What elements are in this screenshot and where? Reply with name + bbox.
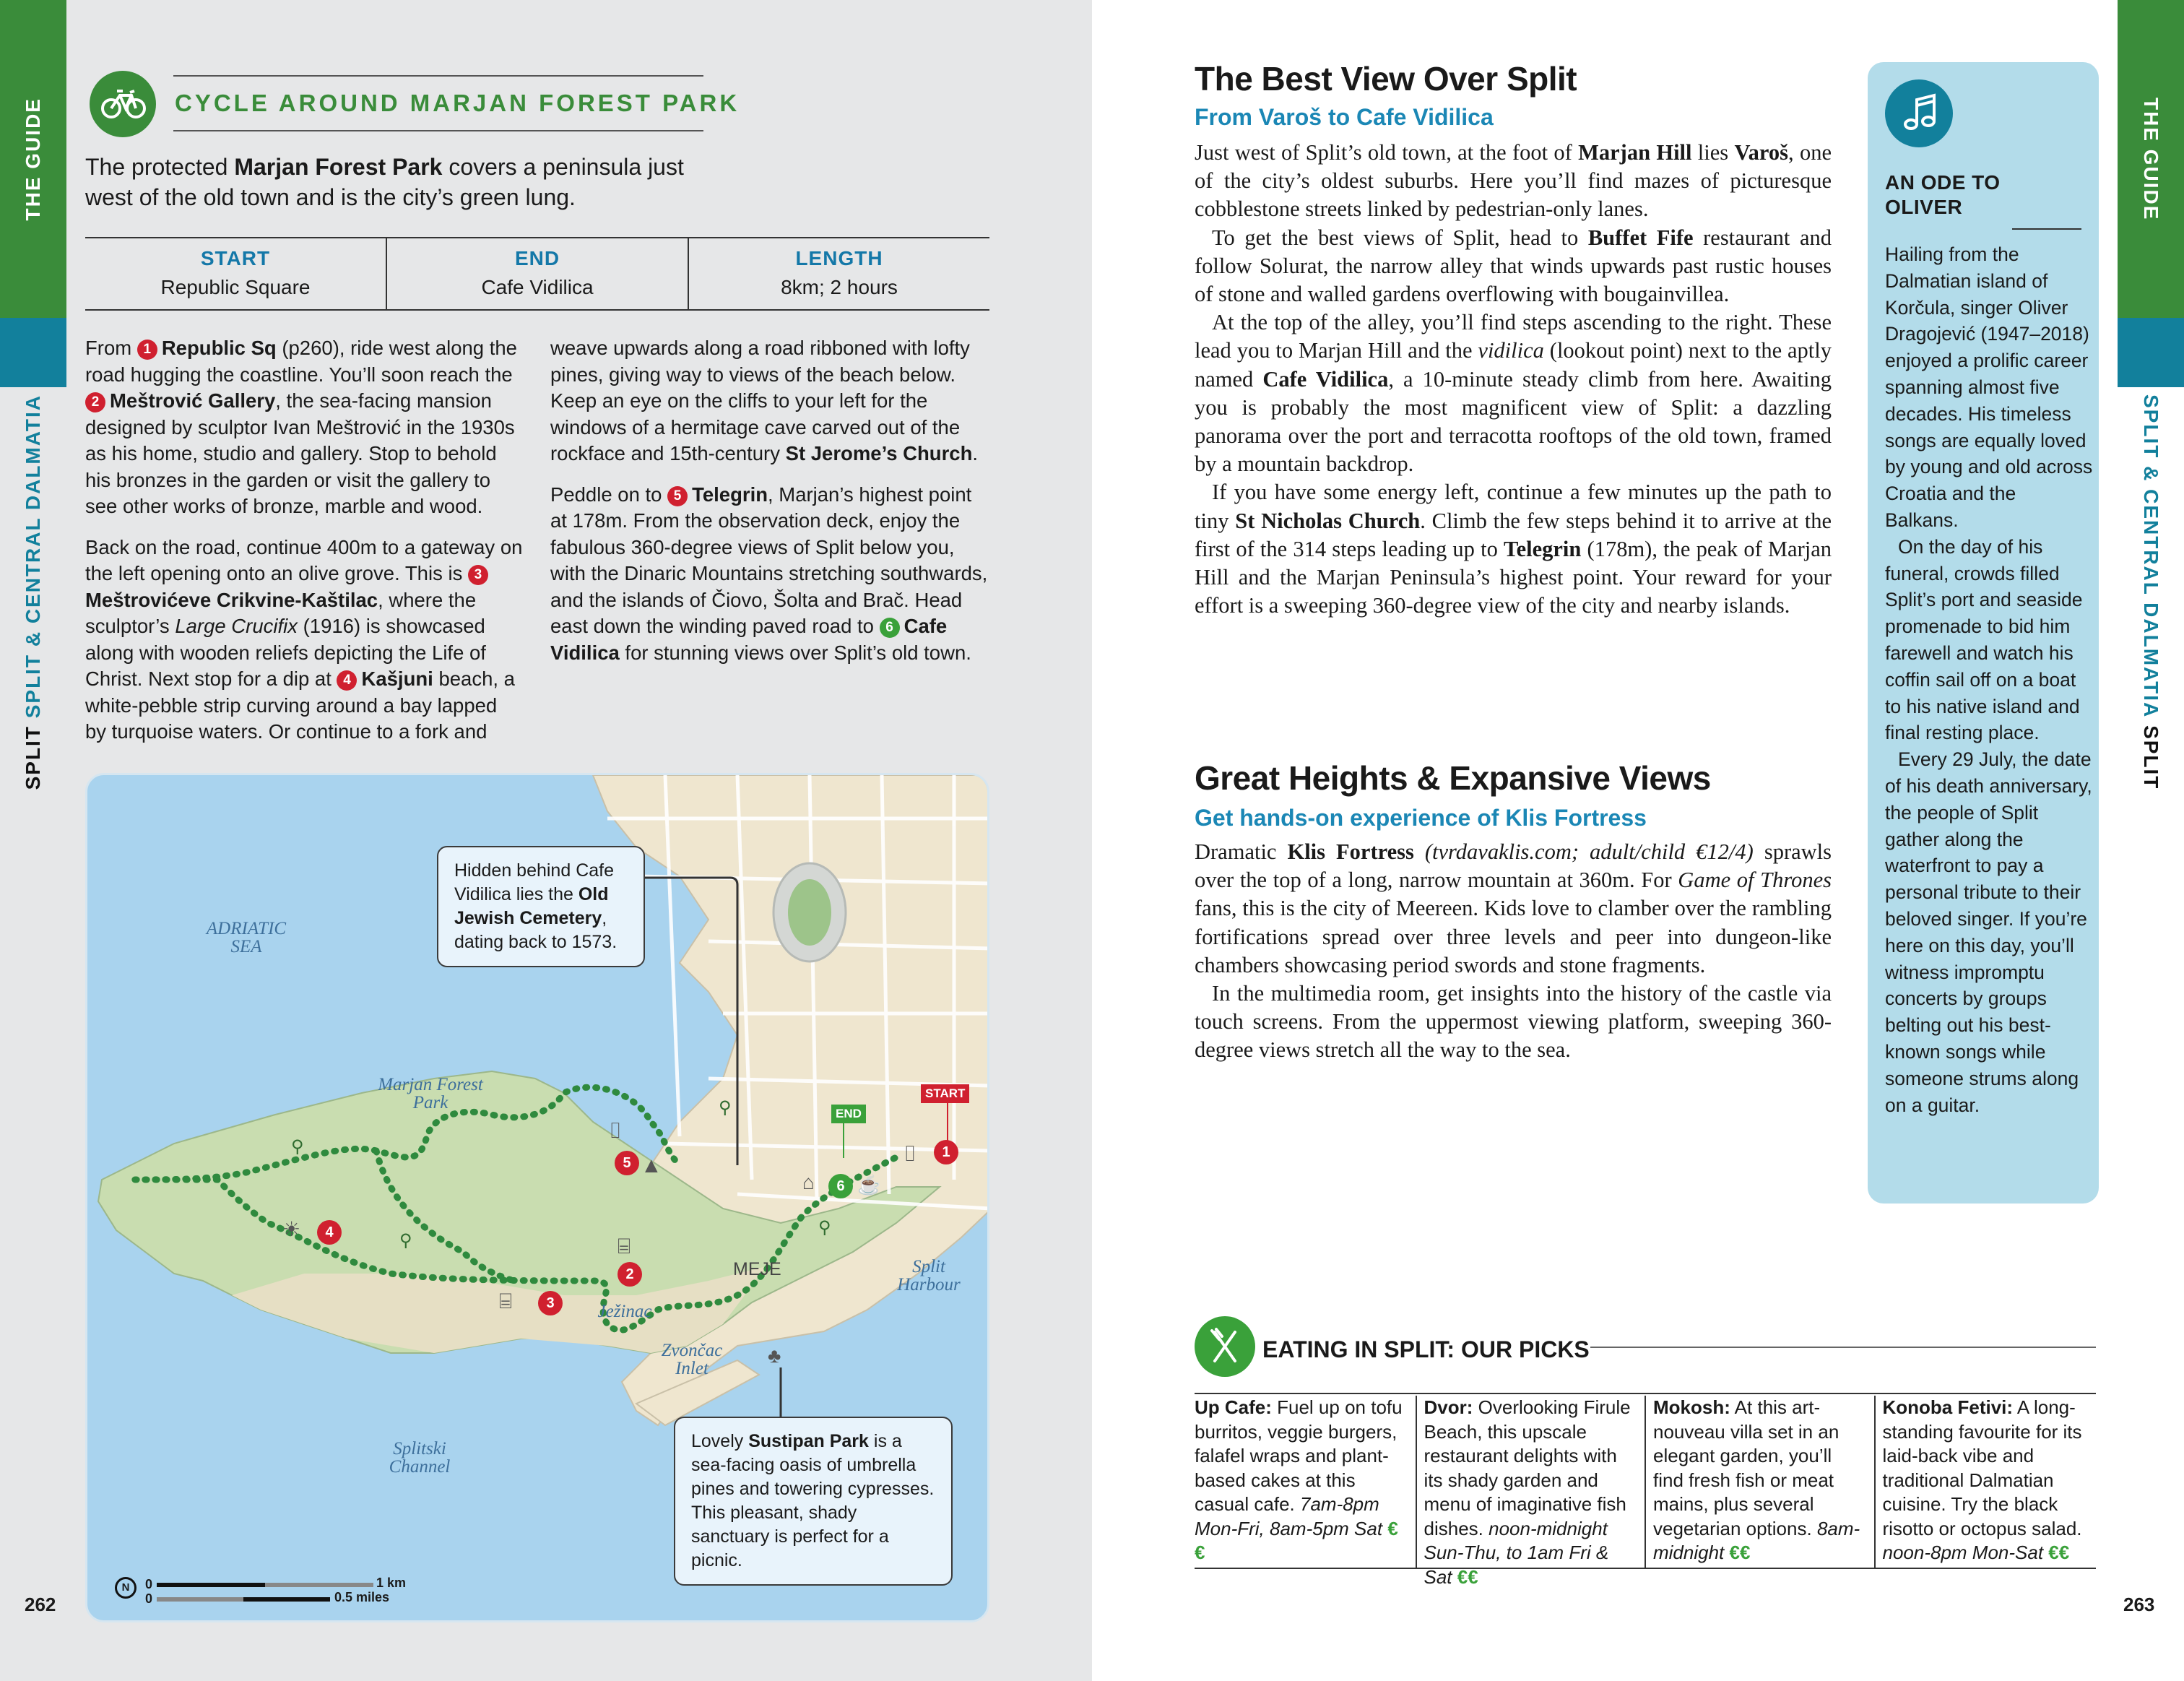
- eating-title-rule: [1590, 1347, 2096, 1348]
- sidebar-title-rule: [2012, 228, 2081, 230]
- varos: Varoš: [1734, 140, 1789, 165]
- cafe-vidilica: Cafe Vidilica: [550, 615, 948, 664]
- col1-paragraph-1: [85, 335, 523, 520]
- buffet-fife: Buffet Fife: [1587, 225, 1694, 250]
- marker-6: 6: [880, 618, 900, 638]
- label-split-harbour: Split Harbour: [897, 1257, 961, 1295]
- text: beach, a white-pebble strip curving around a bay lapped by turquoise waters. Or continue to a fork and: [85, 667, 515, 743]
- callout-jewish-cemetery: [437, 846, 645, 967]
- section-best-view: [1195, 139, 1832, 620]
- label-zvoncac-inlet: Zvončac Inlet: [661, 1341, 723, 1378]
- text: , dating back to 1573.: [454, 908, 618, 952]
- paragraph: [1195, 224, 1832, 309]
- bicycle-icon: ⚲: [818, 1218, 831, 1237]
- title-rule-top: [173, 75, 703, 77]
- text: . Climb the few steps behind it to arrive at the first of the 314 steps leading up to: [1195, 508, 1832, 561]
- title-rule-bottom: [173, 130, 703, 131]
- subheading-klis: Get hands-on experience of Klis Fortress: [1195, 805, 1647, 831]
- text: (1916) is showcased along with wooden reliefs depicting the Life of Christ. Next stop for a dip at: [85, 615, 486, 690]
- paragraph: In the multimedia room, get insights into the history of the castle via touch screens. From the uppermost viewing platform, sweeping 360-degree views stretch all the way to the sea.: [1195, 981, 1832, 1063]
- text: (p260), ride west along the road hugging the coastline. You’ll soon reach the: [85, 337, 517, 386]
- page-number-left: 262: [25, 1594, 56, 1615]
- tab-region-tail: SPLIT: [2140, 725, 2162, 790]
- tab-the-guide-label: THE GUIDE: [22, 97, 44, 221]
- eating-item-hours: 8am-midnight: [1653, 1517, 1860, 1563]
- sidebar-paragraph: Every 29 July, the date of his death anniversary, the people of Split gather along the waterfront to pay a personal tribute to their beloved singer. If you’re here on this day, you’ll witness impromptu concerts by groups belting out his best-known songs while someone strums along on a guitar.: [1885, 748, 2092, 1116]
- tab-the-guide-left[interactable]: [0, 0, 66, 318]
- scale-zero-km: 0: [145, 1577, 153, 1591]
- text: Overlooking Firule Beach, this upscale restaurant delights with its shady garden and menu of imaginative fish dishes.: [1424, 1396, 1631, 1539]
- kasjuni: Kašjuni: [361, 667, 433, 690]
- eating-grid: [1195, 1396, 2096, 1588]
- heading-great-heights: Great Heights & Expansive Views: [1195, 759, 1711, 797]
- info-length-head: LENGTH: [795, 247, 883, 269]
- eating-item-hours: noon-midnight Sun-Thu, to 1am Fri & Sat: [1424, 1517, 1609, 1588]
- eating-item-name: Up Cafe:: [1195, 1396, 1272, 1418]
- eating-top-rule: [1195, 1393, 2096, 1394]
- text: weave upwards along a road ribboned with lofty pines, giving way to views of the beach below. Keep an eye on the cliffs to your left for the windows of a hermitage cave carved out of the rockface and 15th-century: [550, 337, 970, 464]
- text: At this art-nouveau villa set in an elegant garden, you’ll find fresh fish or meat mains, plus several vegetarian options.: [1653, 1396, 1840, 1539]
- label-adriatic-sea: ADRIATIC SEA: [206, 919, 287, 956]
- mestrovic-gallery: Meštrović Gallery: [110, 389, 276, 412]
- text: , one of the city’s oldest suburbs. Here you’ll find mazes of picturesque cobblestone streets linked by pedestrian-only lanes.: [1195, 140, 1832, 222]
- cafe-icon: ☕: [857, 1174, 881, 1196]
- tab-region-label: SPLIT & CENTRAL DALMATIA: [2140, 394, 2162, 719]
- text: A long-standing favourite for its laid-back vibe and traditional Dalmatian cuisine. Try the black risotto or octopus salad.: [1882, 1396, 2082, 1539]
- map-marker-4[interactable]: 4: [317, 1220, 342, 1245]
- info-table: [85, 237, 989, 311]
- start-flag-pole: [947, 1102, 948, 1142]
- vidilica: vidilica: [1478, 338, 1544, 363]
- paragraph: [1195, 139, 1832, 224]
- museum-icon: ⌸: [618, 1235, 630, 1258]
- music-note-icon: [1885, 79, 1953, 147]
- eating-item-name: Konoba Fetivi:: [1882, 1396, 2014, 1418]
- text: Fuel up on tofu burritos, veggie burgers, falafel wraps and plant-based cakes at this casual cafe.: [1195, 1396, 1403, 1515]
- scale-zero-mi: 0: [145, 1591, 153, 1606]
- text: Lovely: [691, 1431, 749, 1451]
- text: , the sea-facing mansion designed by sculptor Ivan Meštrović in the 1930s as his home, studio and gallery. Stop to behold his bronzes in the garden or visit the gallery to see other works of bronze, marble and wood.: [85, 389, 515, 517]
- scale-km: 1 km: [376, 1576, 407, 1590]
- game-of-thrones: Game of Thrones: [1678, 868, 1832, 893]
- text: , a 10-minute steady climb from here. Awaiting you is probably the most magnificent view of Split: a dazzling panorama over the port and terracotta rooftops of the old town, framed by a mountain backdrop.: [1195, 366, 1832, 477]
- old-jewish-cemetery: Old Jewish Cemetery: [454, 884, 609, 928]
- scale-bar-km: [157, 1583, 373, 1587]
- telegrin: Telegrin: [1504, 536, 1582, 561]
- end-flag-pole: [843, 1122, 844, 1158]
- st-jeromes-church: St Jerome’s Church: [785, 442, 973, 464]
- text: To get the best views of Split, head to: [1212, 225, 1588, 250]
- large-crucifix: Large Crucifix: [175, 615, 298, 637]
- price-badge: €€: [1195, 1517, 1398, 1563]
- text: Peddle on to: [550, 483, 668, 506]
- section-klis: [1195, 838, 1832, 1065]
- info-start-head: START: [200, 247, 271, 269]
- intro-pre: The protected: [85, 154, 235, 180]
- eating-item-dvor: [1417, 1396, 1647, 1588]
- col1-paragraph-2: [85, 535, 523, 746]
- label-splitski-channel: Splitski Channel: [389, 1439, 451, 1477]
- paragraph: [1195, 478, 1832, 620]
- info-cell-start: [85, 238, 387, 309]
- text: , Marjan’s highest point at 178m. From the observation deck, enjoy the fabulous 360-degree views of Split below you, with the Dinaric Mountains stretching southwards, and the islands of Čiovo, Šolta and Brač. Head east down the winding paved road to: [550, 483, 988, 637]
- end-flag: END: [831, 1105, 866, 1123]
- cafe-vidilica: Cafe Vidilica: [1262, 366, 1389, 392]
- scale-mi: 0.5 miles: [334, 1590, 390, 1604]
- label-marjan-forest-park: Marjan Forest Park: [378, 1075, 483, 1112]
- text: , where the sculptor’s: [85, 588, 477, 637]
- text: (178m), the peak of Marjan Hill and the Marjan Peninsula’s highest point. Your reward for your effort is a sweeping 360-degree view of the city and nearby islands.: [1195, 536, 1832, 618]
- map-marker-2[interactable]: 2: [618, 1262, 642, 1287]
- st-nicholas-church: St Nicholas Church: [1235, 508, 1421, 533]
- label-jezinac: Ježinac: [597, 1302, 652, 1321]
- info-end-value: Cafe Vidilica: [481, 276, 594, 298]
- eating-item-hours: 7am-8pm Mon-Fri, 8am-5pm Sat: [1195, 1493, 1383, 1539]
- klis-info: (tvrdavaklis.com; adult/child €12/4): [1413, 839, 1754, 864]
- eating-item-name: Mokosh:: [1653, 1396, 1730, 1418]
- mountain-icon: ▲: [641, 1154, 662, 1177]
- text: Just west of Split’s old town, at the foot of: [1195, 140, 1579, 165]
- text: At the top of the alley, you’ll find steps ascending to the right. These lead you to Marjan Hill and the: [1195, 310, 1832, 363]
- compass-north-icon: N: [115, 1577, 136, 1599]
- info-length-value: 8km; 2 hours: [781, 276, 898, 298]
- klis-fortress: Klis Fortress: [1287, 839, 1414, 864]
- beach-sun-icon: ☀: [282, 1218, 301, 1240]
- text: for stunning views over Split’s old town.: [619, 641, 971, 664]
- map-marker-3[interactable]: 3: [538, 1291, 563, 1315]
- marker-5: 5: [667, 486, 688, 506]
- eating-item-hours: noon-8pm Mon-Sat: [1882, 1542, 2044, 1563]
- info-cell-end: [387, 238, 689, 309]
- bicycle-icon: ⚲: [291, 1137, 304, 1157]
- tab-region-bar-left: [0, 318, 66, 387]
- column-1: [85, 335, 523, 760]
- kastilac: Meštrovićeve Crikvine-Kaštilac: [85, 588, 378, 611]
- sidebar-paragraph: Hailing from the Dalmatian island of Korčula, singer Oliver Dragojević (1947–2018) enjoyed a prolific career spanning almost five decades. His timeless songs are equally loved by young and old across Croatia and the Balkans.: [1885, 243, 2093, 531]
- text: restaurant and follow Solurat, the narrow alley that winds upwards past rustic houses of stone and walled gardens overflowing with bougainvillea.: [1195, 225, 1832, 307]
- bicycle-icon: ⚲: [719, 1098, 732, 1118]
- marker-3: 3: [468, 565, 488, 585]
- sidebar-ode-to-oliver: [1868, 62, 2099, 1204]
- column-2: [550, 335, 989, 680]
- marker-4: 4: [337, 670, 357, 691]
- text: From: [85, 337, 137, 359]
- paragraph: [1195, 308, 1832, 478]
- map-marker-1[interactable]: 1: [934, 1140, 958, 1164]
- bicycle-icon: [90, 71, 156, 137]
- text: Dramatic: [1195, 839, 1288, 864]
- price-badge: €€: [1457, 1565, 1478, 1588]
- info-end-head: END: [514, 247, 560, 269]
- park-tree-icon: ♣: [768, 1344, 781, 1367]
- sidebar-title: AN ODE TO OLIVER: [1885, 171, 2001, 218]
- intro-text: [85, 152, 721, 212]
- label-meje: MEJE: [733, 1259, 781, 1279]
- start-flag: START: [921, 1084, 969, 1103]
- tab-the-guide-label: THE GUIDE: [2140, 97, 2162, 221]
- eating-item-konoba-fetivi: [1876, 1396, 2097, 1568]
- camera-icon: ⌷: [609, 1119, 622, 1143]
- col2-paragraph-2: [550, 482, 989, 667]
- scale-bar-mi: [157, 1597, 330, 1602]
- route-map[interactable]: [85, 773, 989, 1622]
- telegrin: Telegrin: [692, 483, 768, 506]
- tab-region-bar-right: [2118, 318, 2184, 387]
- map-marker-5[interactable]: 5: [615, 1151, 639, 1175]
- price-badge: €€: [1729, 1542, 1751, 1563]
- paragraph: [1195, 838, 1832, 980]
- text: sprawls over the top of a long, narrow mountain at 360m. For: [1195, 839, 1832, 893]
- marker-2: 2: [85, 392, 105, 412]
- price-badge: €€: [2048, 1542, 2070, 1563]
- cycle-title: CYCLE AROUND MARJAN FOREST PARK: [175, 90, 740, 116]
- cemetery-icon: ⌂: [802, 1171, 815, 1193]
- info-cell-length: [689, 238, 989, 309]
- camera-icon: ⌷: [904, 1142, 916, 1166]
- tab-region-right[interactable]: [2118, 390, 2184, 795]
- sustipan-park: Sustipan Park: [748, 1431, 869, 1451]
- tab-region-left[interactable]: [0, 390, 66, 795]
- right-page: [1092, 0, 2184, 1681]
- republic-sq: Republic Sq: [161, 337, 277, 359]
- text: Back on the road, continue 400m to a gateway on the left opening onto an olive grove. This is: [85, 535, 523, 584]
- col2-paragraph-1: [550, 335, 989, 467]
- tab-the-guide-right[interactable]: [2118, 0, 2184, 318]
- text: fans, this is the city of Meereen. Kids love to clamber over the rambling fortifications spread over three levels and peer into dungeon-like chambers showcasing period swords and stone fragments.: [1195, 896, 1832, 977]
- callout-sustipan-park: [674, 1417, 953, 1586]
- sidebar-body: [1885, 241, 2093, 1118]
- text: lies: [1691, 140, 1735, 165]
- museum-icon: ⌸: [499, 1289, 512, 1313]
- page-number-right: 263: [2123, 1594, 2155, 1615]
- text: Hidden behind Cafe Vidilica lies the: [454, 860, 614, 904]
- marker-1: 1: [137, 340, 157, 360]
- text: .: [972, 442, 979, 464]
- tab-region-tail: SPLIT: [22, 725, 44, 790]
- info-start-value: Republic Square: [160, 276, 311, 298]
- eating-title: EATING IN SPLIT: OUR PICKS: [1262, 1336, 1590, 1362]
- eating-item-up-cafe: [1195, 1396, 1417, 1568]
- fork-knife-icon: [1195, 1316, 1255, 1377]
- sidebar-paragraph: On the day of his funeral, crowds filled Split’s port and seaside promenade to bid him farewell and watch his coffin sail off on a boat to his native island and final resting place.: [1885, 535, 2083, 744]
- bicycle-icon: ⚲: [399, 1231, 412, 1250]
- text: is a sea-facing oasis of umbrella pines and towering cypresses. This pleasant, shady sanctuary is perfect for a picnic.: [691, 1431, 935, 1570]
- text: (lookout point) next to the aptly named: [1195, 338, 1832, 392]
- tab-region-label: SPLIT & CENTRAL DALMATIA: [22, 394, 44, 719]
- eating-item-name: Dvor:: [1424, 1396, 1473, 1418]
- intro-post: covers a peninsula just west of the old town and is the city’s green lung.: [85, 154, 684, 210]
- intro-bold: Marjan Forest Park: [234, 154, 443, 180]
- marjan-hill: Marjan Hill: [1578, 140, 1692, 165]
- heading-best-view: The Best View Over Split: [1195, 60, 1577, 98]
- eating-item-mokosh: [1646, 1396, 1876, 1568]
- text: If you have some energy left, continue a few minutes up the path to tiny: [1195, 480, 1832, 533]
- map-marker-6[interactable]: 6: [828, 1174, 853, 1198]
- subheading-varos: From Varoš to Cafe Vidilica: [1195, 104, 1494, 130]
